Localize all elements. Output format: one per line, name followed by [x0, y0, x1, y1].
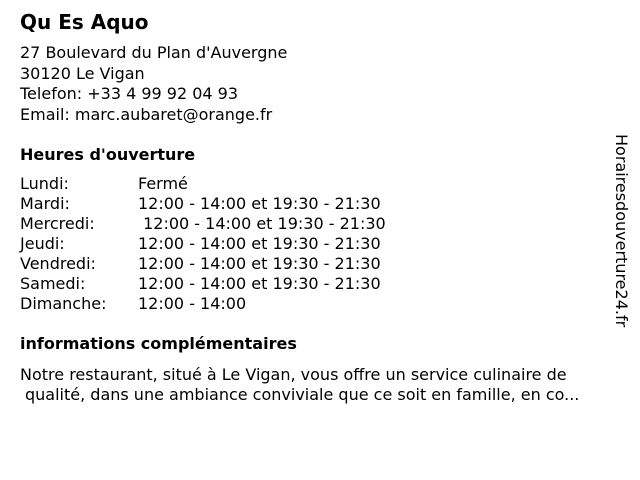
info-heading: informations complémentaires: [20, 334, 297, 353]
email-address: Email: marc.aubaret@orange.fr: [20, 104, 273, 124]
day-label: Mercredi:: [20, 214, 95, 233]
day-label: Samedi:: [20, 274, 86, 293]
time-value: 12:00 - 14:00: [138, 294, 247, 313]
time-value: Fermé: [138, 174, 188, 193]
site-watermark: Horairesdouverture24.fr: [612, 134, 631, 328]
description-text: [20, 365, 620, 405]
contact-block: [20, 43, 287, 125]
time-value: 12:00 - 14:00 et 19:30 - 21:30: [138, 194, 381, 213]
time-value: 12:00 - 14:00 et 19:30 - 21:30: [138, 214, 386, 233]
business-name: Qu Es Aquo: [20, 10, 149, 34]
phone-number: Telefon: +33 4 99 92 04 93: [20, 84, 239, 103]
address-city: 30120 Le Vigan: [20, 63, 145, 83]
time-value: 12:00 - 14:00 et 19:30 - 21:30: [138, 274, 381, 293]
day-label: Dimanche:: [20, 294, 107, 313]
description-line-2: qualité, dans une ambiance conviviale que ce soit en famille, en co...: [25, 385, 580, 404]
time-value: 12:00 - 14:00 et 19:30 - 21:30: [138, 234, 381, 253]
day-label: Lundi:: [20, 174, 69, 193]
day-label: Jeudi:: [20, 234, 65, 253]
hours-heading: Heures d'ouverture: [20, 145, 196, 164]
day-label: Mardi:: [20, 194, 70, 213]
address-street: 27 Boulevard du Plan d'Auvergne: [20, 43, 288, 62]
description-line-1: Notre restaurant, situé à Le Vigan, vous offre un service culinaire de: [20, 365, 567, 384]
day-label: Vendredi:: [20, 254, 96, 273]
time-value: 12:00 - 14:00 et 19:30 - 21:30: [138, 254, 381, 273]
